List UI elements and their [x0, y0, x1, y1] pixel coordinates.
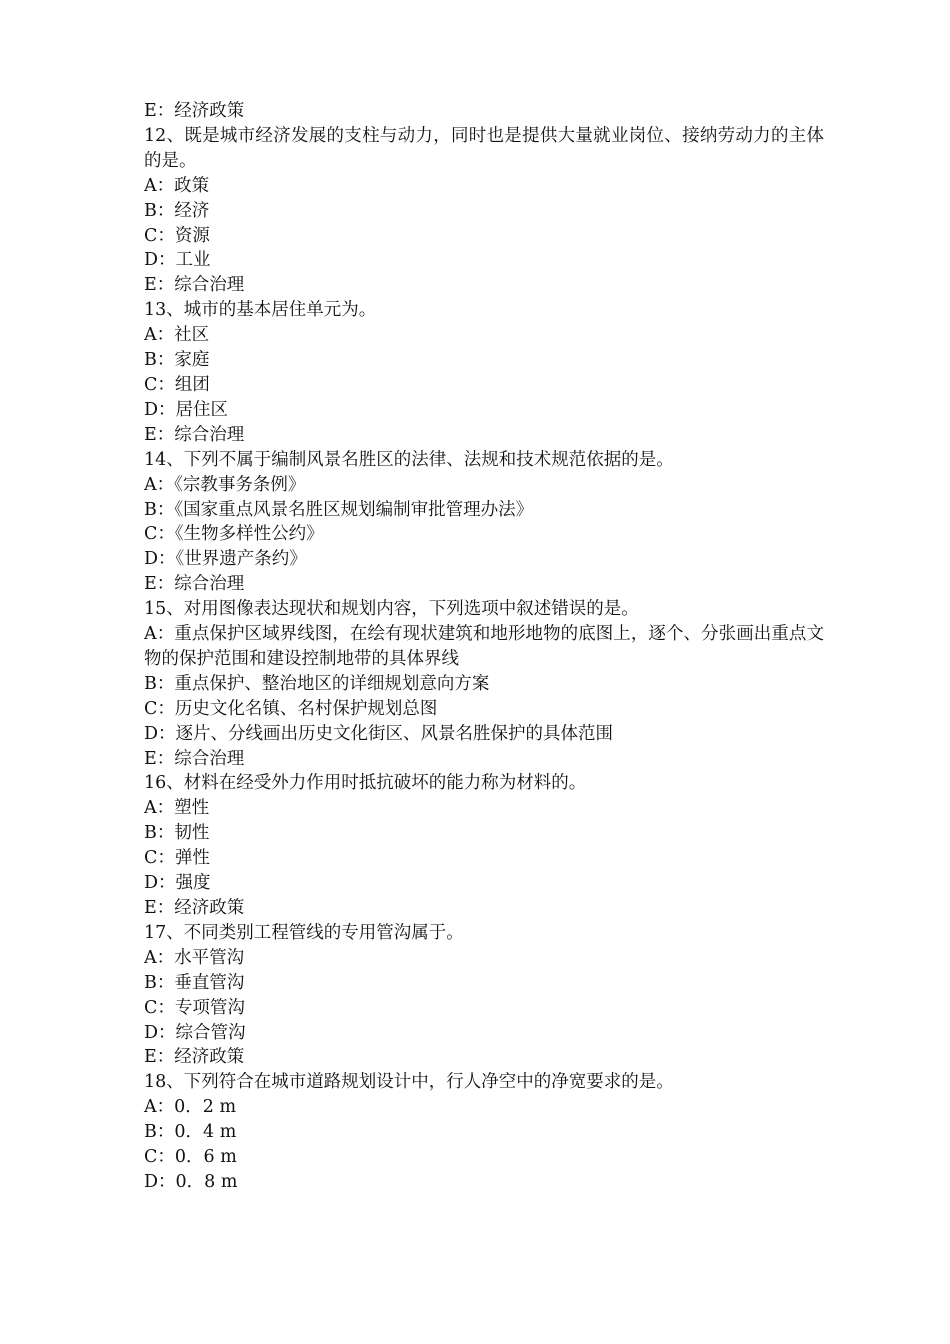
option-c: C：0．6 m	[144, 1147, 237, 1168]
option-c: C：弹性	[144, 848, 210, 869]
option-a: A：政策	[144, 175, 210, 196]
question-12: 12、既是城市经济发展的支柱与动力，同时也是提供大量就业岗位、接纳劳动力的主体的是。	[144, 125, 824, 171]
option-c: C：资源	[144, 225, 210, 246]
question-16: 16、材料在经受外力作用时抵抗破坏的能力称为材料的。	[144, 773, 587, 794]
option-a: A：0．2 m	[144, 1097, 237, 1118]
question-18: 18、下列符合在城市道路规划设计中，行人净空中的净宽要求的是。	[144, 1072, 674, 1093]
option-a: A：《宗教事务条例》	[144, 474, 306, 495]
option-c: C：组团	[144, 374, 210, 395]
option-c: C：专项管沟	[144, 997, 245, 1018]
option-e: E：经济政策	[144, 101, 245, 121]
option-d: D：综合管沟	[144, 1022, 246, 1043]
option-d: D：《世界遗产条约》	[144, 549, 307, 570]
option-e: E：经济政策	[144, 898, 245, 918]
option-d: D：工业	[144, 250, 211, 271]
option-e: E：经济政策	[144, 1047, 245, 1068]
option-e: E：综合治理	[144, 748, 245, 769]
option-c: C：《生物多样性公约》	[144, 524, 324, 545]
question-15: 15、对用图像表达现状和规划内容，下列选项中叙述错误的是。	[144, 599, 639, 620]
option-e: E：综合治理	[144, 424, 245, 445]
option-b: B：经济	[144, 200, 210, 221]
question-14: 14、下列不属于编制风景名胜区的法律、法规和技术规范依据的是。	[144, 449, 674, 470]
option-a: A：塑性	[144, 798, 210, 819]
option-b: B：《国家重点风景名胜区规划编制审批管理办法》	[144, 499, 534, 520]
document-page	[144, 99, 824, 1195]
question-13: 13、城市的基本居住单元为。	[144, 300, 377, 321]
option-d: D：居住区	[144, 399, 229, 420]
option-b: B：韧性	[144, 823, 210, 844]
question-17: 17、不同类别工程管线的专用管沟属于。	[144, 922, 464, 943]
option-a: A：水平管沟	[144, 947, 245, 968]
option-d: D：强度	[144, 873, 211, 894]
option-d: D：逐片、分线画出历史文化街区、风景名胜保护的具体范围	[144, 723, 614, 744]
option-e: E：综合治理	[144, 275, 245, 296]
option-b: B：垂直管沟	[144, 972, 245, 993]
option-a: A：社区	[144, 325, 210, 346]
option-b: B：0．4 m	[144, 1122, 237, 1143]
option-a: A：重点保护区域界线图，在绘有现状建筑和地形地物的底图上，逐个、分张画出重点文物的保护范围和建设控制地带的具体界线	[144, 624, 824, 669]
option-c: C：历史文化名镇、名村保护规划总图	[144, 698, 438, 719]
option-d: D：0．8 m	[144, 1171, 238, 1192]
option-b: B：家庭	[144, 350, 210, 371]
option-e: E：综合治理	[144, 574, 245, 595]
option-b: B：重点保护、整治地区的详细规划意向方案	[144, 673, 490, 694]
